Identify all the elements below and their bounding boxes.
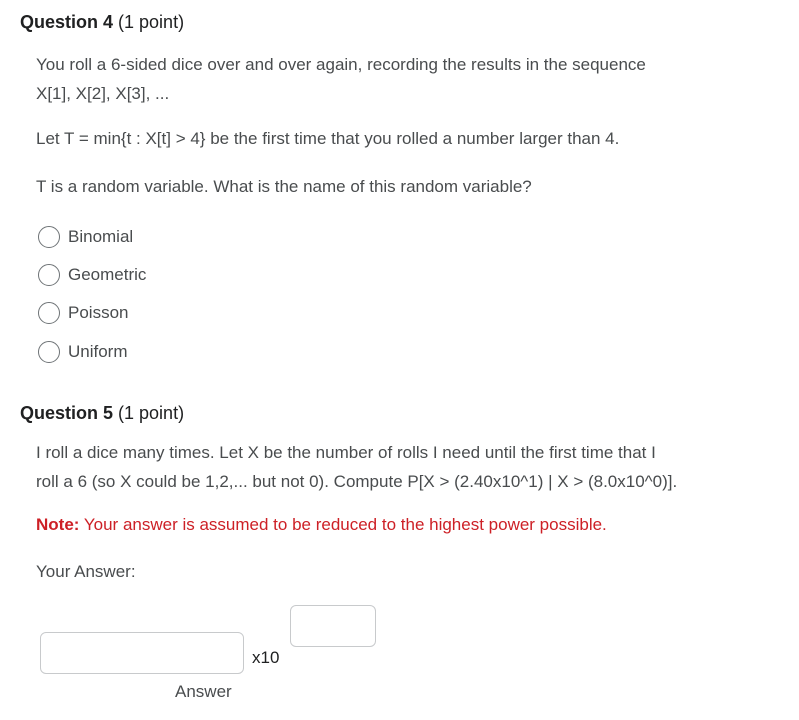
- your-answer-label: Your Answer:: [36, 562, 136, 581]
- radio-button[interactable]: [38, 226, 60, 248]
- radio-button[interactable]: [38, 264, 60, 286]
- times-ten-label: x10: [252, 648, 280, 667]
- question-4-text-line-4: T is a random variable. What is the name of this random variable?: [36, 177, 532, 196]
- question-4-text-line-2: X[1], X[2], X[3], ...: [36, 84, 170, 103]
- exponent-input[interactable]: [290, 605, 376, 647]
- note-prefix: Note:: [36, 515, 80, 534]
- answer-caption: Answer: [175, 682, 232, 701]
- option-label: Poisson: [68, 303, 129, 322]
- option-binomial[interactable]: [38, 225, 133, 249]
- question-4-points: (1 point): [118, 12, 185, 32]
- option-label: Geometric: [68, 265, 147, 284]
- question-5-text-line-1: I roll a dice many times. Let X be the number of rolls I need until the first time that I: [36, 443, 656, 462]
- radio-button[interactable]: [38, 302, 60, 324]
- option-label: Uniform: [68, 342, 128, 361]
- mantissa-input[interactable]: [40, 632, 244, 674]
- question-5-text-line-2: roll a 6 (so X could be 1,2,... but not 0). Compute P[X > (2.40x10^1) | X > (8.0x10^0)].: [36, 472, 678, 491]
- option-uniform[interactable]: [38, 340, 128, 364]
- question-5-title: Question 5: [20, 403, 114, 423]
- option-label: Binomial: [68, 227, 134, 246]
- radio-button[interactable]: [38, 341, 60, 363]
- option-poisson[interactable]: [38, 301, 128, 325]
- question-4-text-line-1: You roll a 6-sided dice over and over again, recording the results in the sequence: [36, 55, 646, 74]
- question-4-text-line-3: Let T = min{t : X[t] > 4} be the first time that you rolled a number larger than 4.: [36, 129, 620, 148]
- question-5-header: [20, 403, 184, 424]
- option-geometric[interactable]: [38, 263, 146, 287]
- note-text: [36, 515, 607, 535]
- question-4-title: Question 4: [20, 12, 114, 32]
- note-body: Your answer is assumed to be reduced to the highest power possible.: [79, 515, 607, 534]
- question-5-points: (1 point): [118, 403, 185, 423]
- question-4-header: [20, 12, 184, 33]
